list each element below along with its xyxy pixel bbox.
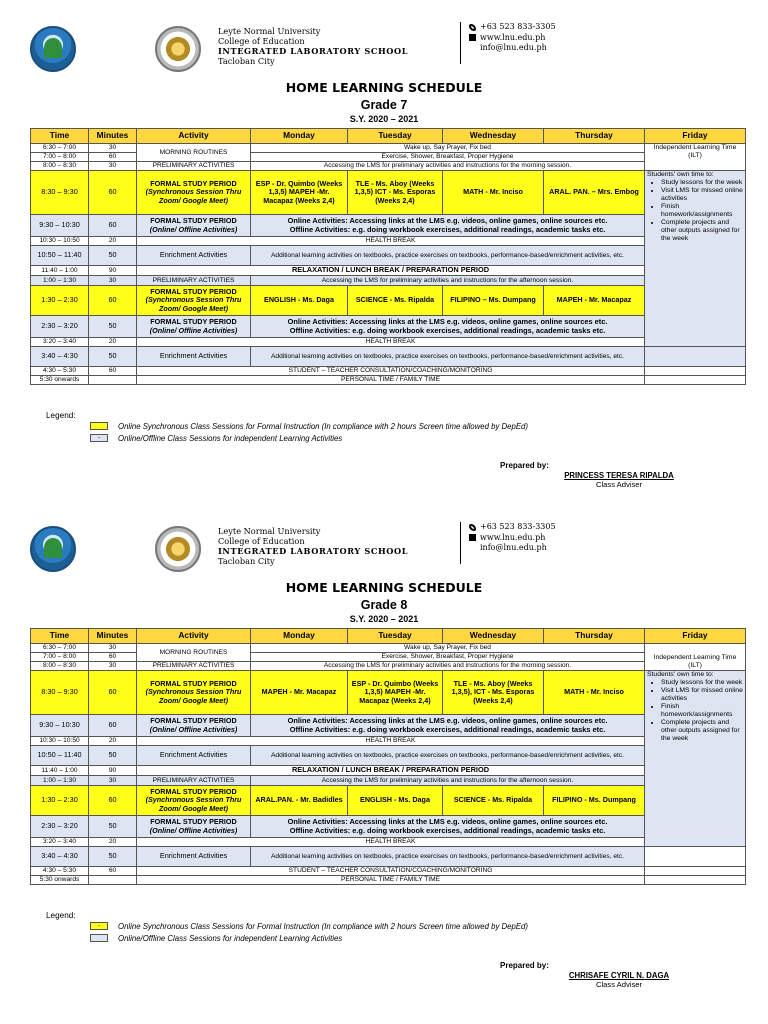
adviser-role: Class Adviser xyxy=(596,480,642,489)
contact-info: +63 523 833-3305 www.lnu.edu.ph info@lnu.edu.ph xyxy=(460,22,556,64)
ils-seal-logo xyxy=(155,26,201,72)
table-row: 2:30 – 3:20 50 FORMAL STUDY PERIOD (Online/ Offline Activities) Online Activities: Accessing links at the LMS e.g. videos, online games, online sources etc. Offline Activities: e.g. doing workbook exercises, additional readings, academic tasks etc. xyxy=(31,316,746,338)
lnu-seal-logo xyxy=(30,26,76,72)
contact-info: +63 523 833-3305 www.lnu.edu.ph info@lnu.edu.ph xyxy=(460,522,556,564)
list-item: • Study lessons for the week xyxy=(661,179,743,187)
legend-blue-swatch: - xyxy=(90,434,108,442)
table-row: 10:30 – 10:50 20 HEALTH BREAK xyxy=(31,237,746,246)
legend: Legend: - Online Synchronous Class Sessions for Formal Instruction (In compliance with 2 hours Screen time allowed by DepEd) Online/Offline Class Sessions for independent Learning Activities xyxy=(46,911,528,943)
table-row: 5:30 onwards PERSONAL TIME / FAMILY TIME xyxy=(31,876,746,885)
school-year: S.Y. 2020 – 2021 xyxy=(349,614,419,624)
table-row: 7:00 – 8:00 60 Exercise, Shower, Breakfast, Proper Hygiene xyxy=(31,153,746,162)
ils-seal-logo xyxy=(155,526,201,572)
prepared-by-label: Prepared by: xyxy=(500,461,549,470)
adviser-role: Class Adviser xyxy=(596,980,642,989)
grade7-schedule xyxy=(0,20,768,520)
prepared-by-label: Prepared by: xyxy=(500,961,549,970)
letterhead: Leyte Normal University College of Education INTEGRATED LABORATORY SCHOOL Tacloban City xyxy=(218,26,409,66)
list-item: • Finish homework/assignments xyxy=(661,203,743,219)
header-row: Time Minutes Activity Monday Tuesday Wednesday Thursday Friday xyxy=(31,129,746,144)
adviser-block xyxy=(560,971,678,989)
table-row: 10:50 – 11:40 50 Enrichment Activities Additional learning activities on textbooks, practice exercises on textbooks, performance-based/enrichment activities, etc. xyxy=(31,746,746,766)
table-row: 11:40 – 1:00 90 RELAXATION / LUNCH BREAK / PREPARATION PERIOD xyxy=(31,766,746,776)
list-item: • Complete projects and other outputs assigned for the week xyxy=(661,719,743,743)
web-icon xyxy=(469,534,476,541)
table-row: 5:30 onwards PERSONAL TIME / FAMILY TIME xyxy=(31,376,746,385)
table-row: 8:30 – 9:30 60 FORMAL STUDY PERIOD (Synchronous Session Thru Zoom/ Google Meet) ESP - Dr. Quimbo (Weeks 1,3,5) MAPEH -Mr. Macapaz (Weeks 2,4) TLE - Ms. Aboy (Weeks 1,3,5) ICT - Ms. Esporas (Weeks 2,4) MATH - Mr. Inciso ARAL. PAN. – Mrs. Embog Students' own time to: • Study lessons for the week • Visit LMS for missed online activities • Finish homework/assignments • Complete projects and other outputs assigned for the week xyxy=(31,171,746,215)
table-row: 10:50 – 11:40 50 Enrichment Activities Additional learning activities on textbooks, practice exercises on textbooks, performance-based/enrichment activities, etc. xyxy=(31,246,746,266)
table-row: 4:30 – 5:30 60 STUDENT – TEACHER CONSULTATION/COACHING/MONITORING xyxy=(31,367,746,376)
adviser-name: CHRISAFE CYRIL N. DAGA xyxy=(568,971,670,980)
email-link[interactable]: info@lnu.edu.ph xyxy=(480,543,547,552)
friday-ilt: Independent Learning Time (ILT) xyxy=(645,644,746,671)
grade-label: Grade 8 xyxy=(360,598,408,612)
table-row: 8:00 – 8:30 30 PRELIMINARY ACTIVITIES Accessing the LMS for preliminary activities and instructions for the morning session. xyxy=(31,662,746,671)
list-item: • Study lessons for the week xyxy=(661,679,743,687)
legend-blue-swatch xyxy=(90,934,108,942)
web-link[interactable]: www.lnu.edu.ph xyxy=(480,532,546,542)
table-row: 2:30 – 3:20 50 FORMAL STUDY PERIOD (Online/ Offline Activities) Online Activities: Accessing links at the LMS e.g. videos, online games, online sources etc. Offline Activities: e.g. doing workbook exercises, additional readings, academic tasks etc. xyxy=(31,816,746,838)
friday-ilt: Independent Learning Time (ILT) xyxy=(645,144,746,171)
table-row: 3:20 – 3:40 20 HEALTH BREAK xyxy=(31,338,746,347)
friday-own-time: Students' own time to: • Study lessons for the week • Visit LMS for missed online activities • Finish homework/assignments • Complete projects and other outputs assigned for the week xyxy=(645,671,746,847)
adviser-block xyxy=(560,471,678,489)
table-row: 1:00 – 1:30 30 PRELIMINARY ACTIVITIES Accessing the LMS for preliminary activities and instructions for the afternoon session. xyxy=(31,776,746,786)
table-row: 10:30 – 10:50 20 HEALTH BREAK xyxy=(31,737,746,746)
table-row: 1:30 – 2:30 60 FORMAL STUDY PERIOD (Synchronous Session Thru Zoom/ Google Meet) ENGLISH - Ms. Daga SCIENCE - Ms. Ripalda FILIPINO – Ms. Dumpang MAPEH - Mr. Macapaz xyxy=(31,286,746,316)
table-row: 9:30 – 10:30 60 FORMAL STUDY PERIOD (Online/ Offline Activities) Online Activities: Accessing links at the LMS e.g. videos, online games, online sources etc. Offline Activities: e.g. doing workbook exercises, additional readings, academic tasks etc. xyxy=(31,215,746,237)
table-row: 1:00 – 1:30 30 PRELIMINARY ACTIVITIES Accessing the LMS for preliminary activities and instructions for the afternoon session. xyxy=(31,276,746,286)
doc-title: HOME LEARNING SCHEDULE xyxy=(285,80,483,95)
table-row: 3:20 – 3:40 20 HEALTH BREAK xyxy=(31,838,746,847)
table-row: 1:30 – 2:30 60 FORMAL STUDY PERIOD (Synchronous Session Thru Zoom/ Google Meet) ARAL.PAN. - Mr. Badidles ENGLISH - Ms. Daga SCIENCE - Ms. Ripalda FILIPINO - Ms. Dumpang xyxy=(31,786,746,816)
grade-label: Grade 7 xyxy=(360,98,408,112)
phone-icon xyxy=(469,24,476,31)
header-row: Time Minutes Activity Monday Tuesday Wednesday Thursday Friday xyxy=(31,629,746,644)
friday-own-time: Students' own time to: • Study lessons for the week • Visit LMS for missed online activities • Finish homework/assignments • Complete projects and other outputs assigned for the week xyxy=(645,171,746,347)
web-link[interactable]: www.lnu.edu.ph xyxy=(480,32,546,42)
phone-icon xyxy=(469,524,476,531)
schedule-table xyxy=(30,128,746,385)
table-row: 6:30 – 7:00 30 MORNING ROUTINES Wake up, Say Prayer, Fix bed Independent Learning Time (ILT) xyxy=(31,644,746,653)
school-year: S.Y. 2020 – 2021 xyxy=(349,114,419,124)
list-item: • Visit LMS for missed online activities xyxy=(661,187,743,203)
table-row: 6:30 – 7:00 30 MORNING ROUTINES Wake up, Say Prayer, Fix bed Independent Learning Time (ILT) xyxy=(31,144,746,153)
list-item: • Complete projects and other outputs assigned for the week xyxy=(661,219,743,243)
table-row: 9:30 – 10:30 60 FORMAL STUDY PERIOD (Online/ Offline Activities) Online Activities: Accessing links at the LMS e.g. videos, online games, online sources etc. Offline Activities: e.g. doing workbook exercises, additional readings, academic tasks etc. xyxy=(31,715,746,737)
adviser-name: PRINCESS TERESA RIPALDA xyxy=(564,471,674,480)
legend-yellow-swatch: - xyxy=(90,922,108,930)
list-item: • Finish homework/assignments xyxy=(661,703,743,719)
grade8-schedule xyxy=(0,520,768,1020)
web-icon xyxy=(469,34,476,41)
doc-title: HOME LEARNING SCHEDULE xyxy=(285,580,483,595)
table-row: 4:30 – 5:30 60 STUDENT – TEACHER CONSULTATION/COACHING/MONITORING xyxy=(31,867,746,876)
table-row: 11:40 – 1:00 90 RELAXATION / LUNCH BREAK / PREPARATION PERIOD xyxy=(31,266,746,276)
table-row: 8:00 – 8:30 30 PRELIMINARY ACTIVITIES Accessing the LMS for preliminary activities and instructions for the morning session. xyxy=(31,162,746,171)
schedule-table xyxy=(30,628,746,885)
letterhead: Leyte Normal University College of Education INTEGRATED LABORATORY SCHOOL Tacloban City xyxy=(218,526,409,566)
table-row: 3:40 – 4:30 50 Enrichment Activities Additional learning activities on textbooks, practice exercises on textbooks, performance-based/enrichment activities, etc. xyxy=(31,847,746,867)
legend: Legend: Online Synchronous Class Sessions for Formal Instruction (In compliance with 2 hours Screen time allowed by DepEd) - Online/Offline Class Sessions for independent Learning Activities xyxy=(46,411,528,443)
list-item: • Visit LMS for missed online activities xyxy=(661,687,743,703)
lnu-seal-logo xyxy=(30,526,76,572)
legend-yellow-swatch xyxy=(90,422,108,430)
email-link[interactable]: info@lnu.edu.ph xyxy=(480,43,547,52)
table-row: 3:40 – 4:30 50 Enrichment Activities Additional learning activities on textbooks, practice exercises on textbooks, performance-based/enrichment activities, etc. xyxy=(31,347,746,367)
table-row: 8:30 – 9:30 60 FORMAL STUDY PERIOD (Synchronous Session Thru Zoom/ Google Meet) MAPEH - Mr. Macapaz ESP - Dr. Quimbo (Weeks 1,3,5) MAPEH -Mr. Macapaz (Weeks 2,4) TLE - Ms. Aboy (Weeks 1,3,5), ICT - Ms. Esporas (Weeks 2,4) MATH - Mr. Inciso Students' own time to: • Study lessons for the week • Visit LMS for missed online activities • Finish homework/assignments • Complete projects and other outputs assigned for the week xyxy=(31,671,746,715)
table-row: 7:00 – 8:00 60 Exercise, Shower, Breakfast, Proper Hygiene xyxy=(31,653,746,662)
